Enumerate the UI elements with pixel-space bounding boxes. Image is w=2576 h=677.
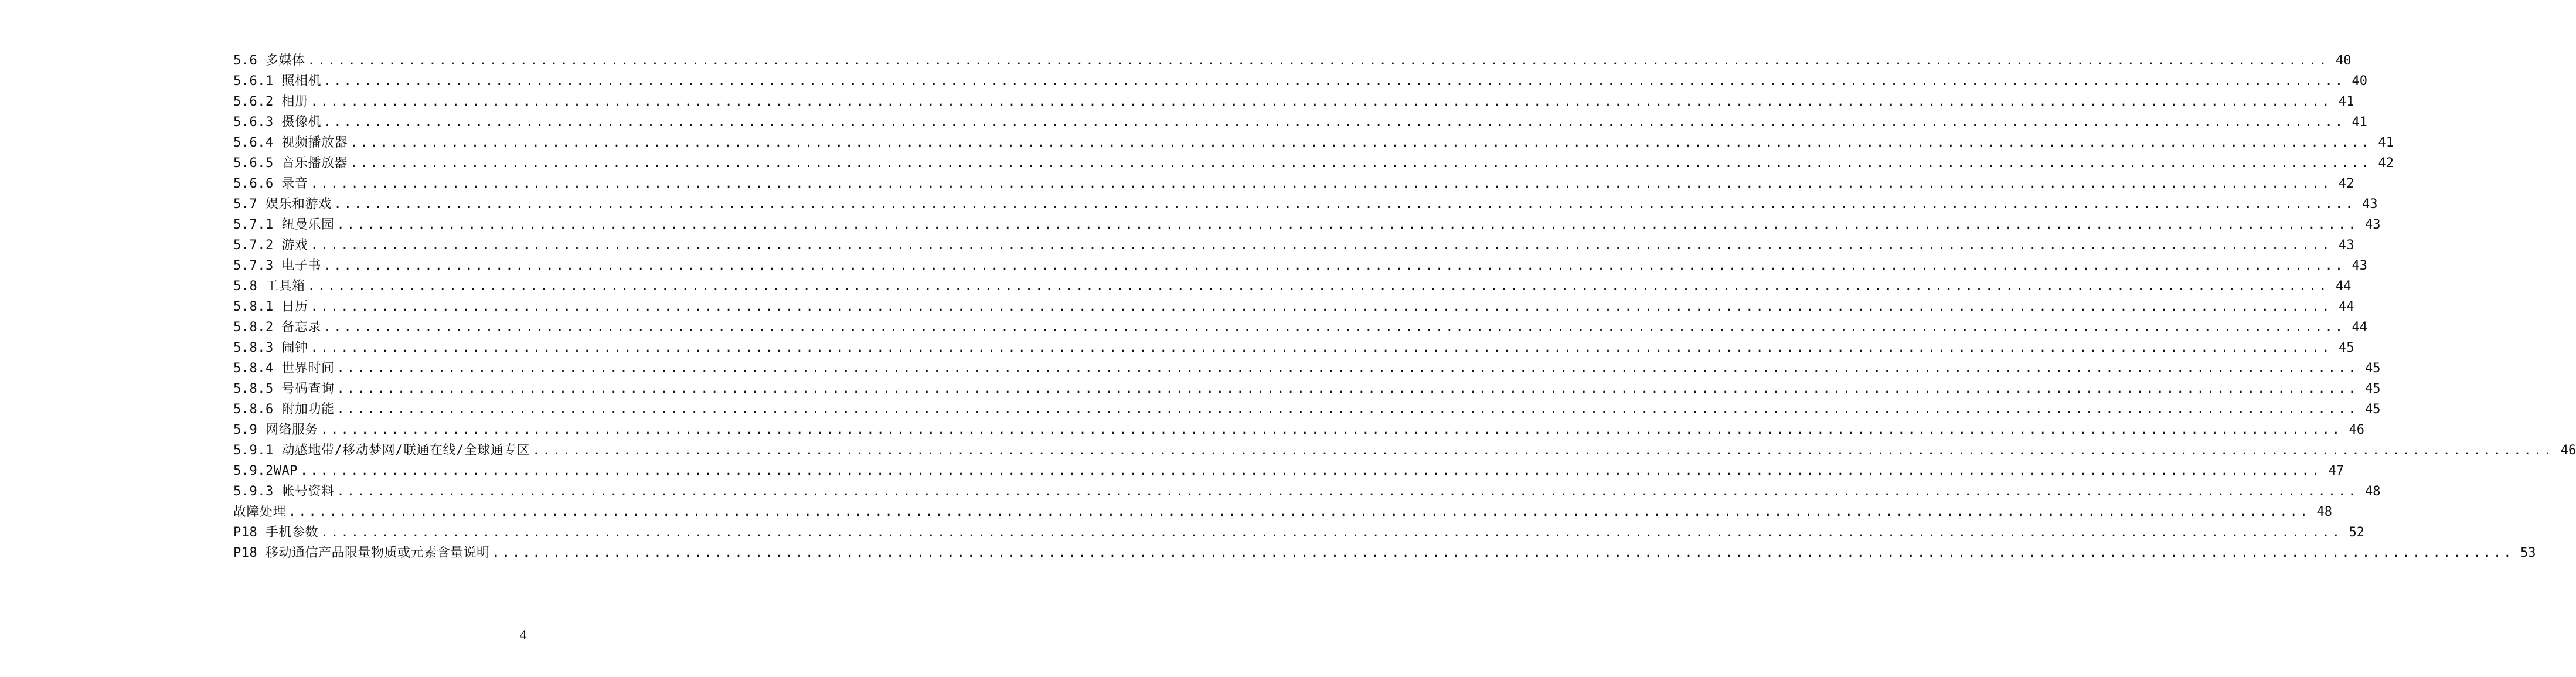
toc-entry-page: 44 (2352, 320, 2368, 335)
toc-dot-leader: ........................................................................................................................................................................................................ (336, 484, 2359, 499)
toc-dot-leader: ........................................................................................................................................................................................................ (323, 74, 2346, 89)
toc-entry (233, 276, 2352, 297)
toc-entry-page: 52 (2349, 525, 2365, 540)
toc-entry-page: 40 (2352, 74, 2368, 89)
toc-entry-page: 40 (2336, 53, 2352, 68)
toc-dot-leader: ........................................................................................................................................................................................................ (492, 546, 2514, 560)
toc-entry-page: 41 (2378, 135, 2394, 150)
toc-entry (233, 194, 2378, 215)
toc-entry (233, 215, 2381, 235)
toc-entry-title: 5.6.3 摄像机 (233, 115, 321, 130)
toc-entry-page: 43 (2352, 258, 2368, 273)
toc-dot-leader: ........................................................................................................................................................................................................ (334, 197, 2356, 212)
toc-entry-page: 41 (2339, 94, 2354, 109)
toc-entry (233, 543, 2536, 563)
toc-entry (233, 153, 2394, 173)
toc-entry-page: 43 (2339, 238, 2354, 253)
toc-entry-title: 5.6.4 视频播放器 (233, 135, 348, 150)
toc-dot-leader: ........................................................................................................................................................................................................ (310, 341, 2332, 355)
toc-entry (233, 481, 2381, 502)
toc-dot-leader: ........................................................................................................................................................................................................ (288, 505, 2310, 519)
toc-entry-title: 5.8 工具箱 (233, 279, 305, 294)
toc-entry (233, 502, 2333, 522)
toc-dot-leader: ........................................................................................................................................................................................................ (336, 402, 2359, 417)
toc-entry-title: 5.6.2 相册 (233, 94, 308, 109)
toc-dot-leader: ........................................................................................................................................................................................................ (323, 258, 2346, 273)
toc-entry-page: 48 (2365, 484, 2381, 499)
toc-entry-title: 5.6.5 音乐播放器 (233, 156, 348, 171)
toc-entry (233, 338, 2354, 358)
toc-entry-page: 46 (2349, 423, 2365, 437)
toc-dot-leader: ........................................................................................................................................................................................................ (336, 382, 2359, 396)
toc-entry (233, 358, 2381, 379)
toc-dot-leader: ........................................................................................................................................................................................................ (532, 443, 2554, 458)
page-number: 4 (519, 628, 527, 643)
toc-entry (233, 112, 2368, 132)
toc-entry-page: 47 (2328, 464, 2344, 478)
toc-entry-page: 44 (2336, 279, 2352, 294)
toc-entry (233, 235, 2354, 256)
toc-entry-page: 45 (2365, 382, 2381, 396)
toc-entry (233, 522, 2365, 543)
toc-entry-title: 5.7 娱乐和游戏 (233, 197, 332, 212)
toc-entry-title: 5.7.1 纽曼乐园 (233, 217, 335, 232)
toc-dot-leader: ........................................................................................................................................................................................................ (336, 361, 2359, 376)
toc-entry-page: 48 (2316, 505, 2333, 519)
toc-entry-title: 5.6.6 录音 (233, 176, 308, 191)
toc-entry (233, 420, 2365, 440)
toc-entry-page: 45 (2339, 341, 2354, 355)
toc-entry-title: 5.9 网络服务 (233, 423, 318, 437)
toc-entry-title: 5.6 多媒体 (233, 53, 305, 68)
toc-entry (233, 173, 2354, 194)
toc-entry-title: 5.7.3 电子书 (233, 258, 321, 273)
toc-entry-title: 故障处理 (233, 505, 287, 519)
toc-entry (233, 91, 2354, 112)
toc-entry (233, 71, 2368, 91)
toc-dot-leader: ........................................................................................................................................................................................................ (349, 135, 2372, 150)
toc-entry (233, 317, 2368, 338)
toc-entry-title: 5.9.1 动感地带/移动梦网/联通在线/全球通专区 (233, 443, 530, 458)
toc-entry (233, 50, 2352, 71)
toc-entry (233, 132, 2394, 153)
toc-entry-title: 5.8.5 号码查询 (233, 382, 335, 396)
toc-entry-title: 5.8.6 附加功能 (233, 402, 335, 417)
toc-entry-page: 43 (2365, 217, 2381, 232)
toc-entry-title: P18 手机参数 (233, 525, 318, 540)
toc-entry-page: 45 (2365, 402, 2381, 417)
toc-dot-leader: ........................................................................................................................................................................................................ (310, 238, 2332, 253)
toc-entry-title: 5.7.2 游戏 (233, 238, 308, 253)
toc-entry-page: 46 (2560, 443, 2576, 458)
toc-entry-page: 43 (2362, 197, 2378, 212)
toc-dot-leader: ........................................................................................................................................................................................................ (320, 423, 2343, 437)
toc-dot-leader: ........................................................................................................................................................................................................ (310, 94, 2332, 109)
toc-dot-leader: ........................................................................................................................................................................................................ (310, 300, 2332, 314)
toc-entry-page: 42 (2378, 156, 2394, 171)
toc-entry-title: 5.8.3 闹钟 (233, 341, 308, 355)
toc-entry-title: 5.8.4 世界时间 (233, 361, 335, 376)
toc-entry-page: 42 (2339, 176, 2354, 191)
table-of-contents (233, 50, 2576, 563)
toc-entry (233, 256, 2368, 276)
toc-dot-leader: ........................................................................................................................................................................................................ (307, 53, 2329, 68)
toc-entry-title: 5.9.2WAP (233, 464, 298, 478)
toc-entry-title: 5.8.2 备忘录 (233, 320, 321, 335)
toc-dot-leader: ........................................................................................................................................................................................................ (336, 217, 2359, 232)
toc-entry-page: 53 (2520, 546, 2536, 560)
toc-entry (233, 461, 2344, 481)
toc-entry-title: 5.9.3 帐号资料 (233, 484, 335, 499)
toc-dot-leader: ........................................................................................................................................................................................................ (349, 156, 2372, 171)
toc-dot-leader: ........................................................................................................................................................................................................ (300, 464, 2322, 478)
toc-entry-title: 5.8.1 日历 (233, 300, 308, 314)
toc-entry (233, 379, 2381, 399)
toc-dot-leader: ........................................................................................................................................................................................................ (323, 115, 2346, 130)
toc-entry-page: 45 (2365, 361, 2381, 376)
toc-entry-title: P18 移动通信产品限量物质或元素含量说明 (233, 546, 490, 560)
toc-dot-leader: ........................................................................................................................................................................................................ (320, 525, 2343, 540)
toc-entry-title: 5.6.1 照相机 (233, 74, 321, 89)
toc-entry (233, 440, 2576, 461)
toc-entry-page: 41 (2352, 115, 2368, 130)
toc-dot-leader: ........................................................................................................................................................................................................ (307, 279, 2329, 294)
toc-entry (233, 399, 2381, 420)
toc-entry (233, 297, 2354, 317)
toc-entry-page: 44 (2339, 300, 2354, 314)
toc-dot-leader: ........................................................................................................................................................................................................ (310, 176, 2332, 191)
toc-dot-leader: ........................................................................................................................................................................................................ (323, 320, 2346, 335)
